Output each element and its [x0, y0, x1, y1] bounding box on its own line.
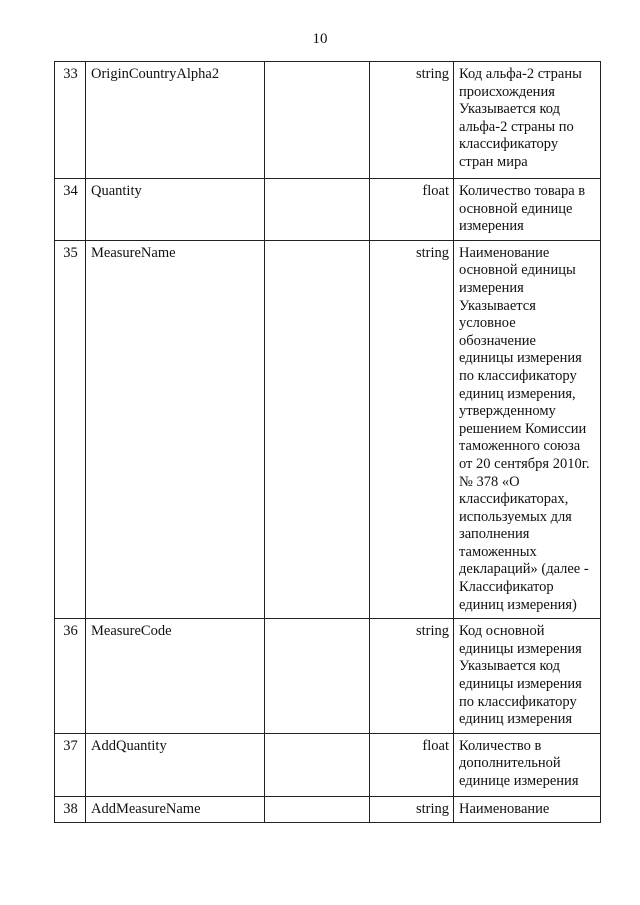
row-number: 33 [55, 62, 86, 179]
field-spec-table [54, 61, 601, 823]
table-row [55, 62, 601, 179]
empty-cell [265, 240, 370, 618]
field-description: Количество в дополнительной единице измерения [454, 733, 601, 796]
empty-cell [265, 796, 370, 823]
field-name: AddMeasureName [86, 796, 265, 823]
row-number: 38 [55, 796, 86, 823]
field-name: MeasureName [86, 240, 265, 618]
table-row [55, 733, 601, 796]
table-row [55, 619, 601, 734]
table-row [55, 240, 601, 618]
row-number: 36 [55, 619, 86, 734]
field-description: Количество товара в основной единице измерения [454, 179, 601, 241]
field-type: string [370, 62, 454, 179]
field-type: float [370, 179, 454, 241]
empty-cell [265, 62, 370, 179]
field-description: Наименование основной единицы измерения Указывается условное обозначение единицы измерения по классификатору единиц измерения, утвержденному решением Комиссии таможенного союза от 20 сентября 2010г. № 378 «О классификаторах, используемых для заполнения таможенных деклараций» (далее - Классификатор единиц измерения) [454, 240, 601, 618]
table-row [55, 796, 601, 823]
field-name: Quantity [86, 179, 265, 241]
empty-cell [265, 733, 370, 796]
table-row [55, 179, 601, 241]
field-type: float [370, 733, 454, 796]
field-name: AddQuantity [86, 733, 265, 796]
field-type: string [370, 796, 454, 823]
field-type: string [370, 619, 454, 734]
field-name: OriginCountryAlpha2 [86, 62, 265, 179]
field-description: Код альфа-2 страны происхождения Указывается код альфа-2 страны по классификатору стран мира [454, 62, 601, 179]
row-number: 37 [55, 733, 86, 796]
empty-cell [265, 619, 370, 734]
row-number: 35 [55, 240, 86, 618]
field-description: Код основной единицы измерения Указывается код единицы измерения по классификатору единиц измерения [454, 619, 601, 734]
field-name: MeasureCode [86, 619, 265, 734]
field-type: string [370, 240, 454, 618]
field-description: Наименование [454, 796, 601, 823]
page-number: 10 [312, 31, 328, 47]
empty-cell [265, 179, 370, 241]
row-number: 34 [55, 179, 86, 241]
